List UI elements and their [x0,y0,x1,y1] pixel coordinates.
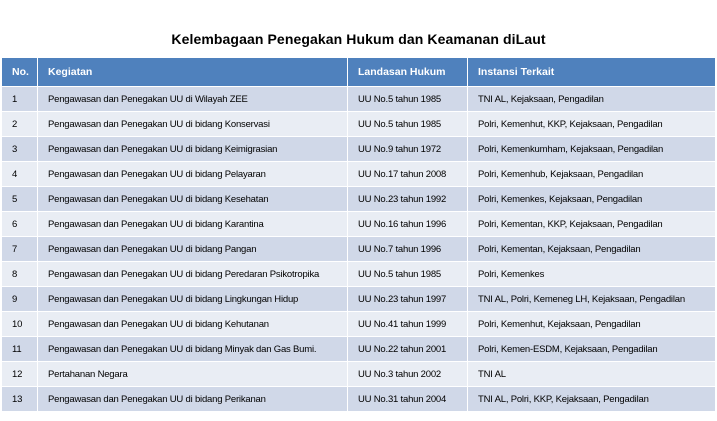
cell-landasan: UU No.23 tahun 1992 [348,187,468,212]
cell-kegiatan: Pengawasan dan Penegakan UU di Wilayah ZEE [38,87,348,112]
cell-landasan: UU No.17 tahun 2008 [348,162,468,187]
table-row [2,237,716,262]
cell-no: 13 [2,387,38,412]
cell-kegiatan: Pengawasan dan Penegakan UU di bidang Keimigrasian [38,137,348,162]
header-instansi-terkait: Instansi Terkait [468,58,716,87]
cell-instansi: Polri, Kementan, KKP, Kejaksaan, Pengadilan [468,212,716,237]
cell-kegiatan: Pengawasan dan Penegakan UU di bidang Konservasi [38,112,348,137]
table-row [2,187,716,212]
cell-no: 12 [2,362,38,387]
cell-instansi: TNI AL, Polri, KKP, Kejaksaan, Pengadilan [468,387,716,412]
cell-landasan: UU No.5 tahun 1985 [348,87,468,112]
cell-no: 7 [2,237,38,262]
cell-landasan: UU No.16 tahun 1996 [348,212,468,237]
cell-kegiatan: Pengawasan dan Penegakan UU di bidang Peredaran Psikotropika [38,262,348,287]
cell-no: 1 [2,87,38,112]
table-row [2,312,716,337]
cell-instansi: TNI AL [468,362,716,387]
table-row [2,212,716,237]
cell-landasan: UU No.5 tahun 1985 [348,112,468,137]
page-title: Kelembagaan Penegakan Hukum dan Keamanan diLaut [171,31,546,47]
cell-kegiatan: Pengawasan dan Penegakan UU di bidang Kesehatan [38,187,348,212]
cell-landasan: UU No.23 tahun 1997 [348,287,468,312]
cell-landasan: UU No.22 tahun 2001 [348,337,468,362]
cell-no: 5 [2,187,38,212]
table-row [2,87,716,112]
cell-instansi: Polri, Kementan, Kejaksaan, Pengadilan [468,237,716,262]
cell-no: 11 [2,337,38,362]
cell-no: 10 [2,312,38,337]
cell-instansi: Polri, Kemenhub, Kejaksaan, Pengadilan [468,162,716,187]
header-kegiatan: Kegiatan [38,58,348,87]
cell-instansi: Polri, Kemenkumham, Kejaksaan, Pengadilan [468,137,716,162]
table-row [2,287,716,312]
table-header-row [2,58,716,87]
cell-no: 8 [2,262,38,287]
cell-landasan: UU No.41 tahun 1999 [348,312,468,337]
header-no: No. [2,58,38,87]
cell-instansi: TNI AL, Polri, Kemeneg LH, Kejaksaan, Pengadilan [468,287,716,312]
cell-landasan: UU No.5 tahun 1985 [348,262,468,287]
cell-landasan: UU No.9 tahun 1972 [348,137,468,162]
cell-instansi: Polri, Kemenhut, Kejaksaan, Pengadilan [468,312,716,337]
header-landasan-hukum: Landasan Hukum [348,58,468,87]
cell-instansi: Polri, Kemenkes [468,262,716,287]
cell-kegiatan: Pengawasan dan Penegakan UU di bidang Minyak dan Gas Bumi. [38,337,348,362]
cell-instansi: Polri, Kemenkes, Kejaksaan, Pengadilan [468,187,716,212]
cell-kegiatan: Pengawasan dan Penegakan UU di bidang Perikanan [38,387,348,412]
cell-no: 4 [2,162,38,187]
cell-landasan: UU No.3 tahun 2002 [348,362,468,387]
cell-kegiatan: Pengawasan dan Penegakan UU di bidang Karantina [38,212,348,237]
institution-table [1,57,716,412]
cell-instansi: TNI AL, Kejaksaan, Pengadilan [468,87,716,112]
cell-no: 3 [2,137,38,162]
cell-instansi: Polri, Kemenhut, KKP, Kejaksaan, Pengadilan [468,112,716,137]
cell-kegiatan: Pengawasan dan Penegakan UU di bidang Pelayaran [38,162,348,187]
cell-no: 6 [2,212,38,237]
cell-no: 2 [2,112,38,137]
cell-instansi: Polri, Kemen-ESDM, Kejaksaan, Pengadilan [468,337,716,362]
cell-kegiatan: Pengawasan dan Penegakan UU di bidang Pangan [38,237,348,262]
table-row [2,337,716,362]
cell-landasan: UU No.7 tahun 1996 [348,237,468,262]
cell-kegiatan: Pertahanan Negara [38,362,348,387]
cell-kegiatan: Pengawasan dan Penegakan UU di bidang Kehutanan [38,312,348,337]
table-row [2,362,716,387]
table-row [2,137,716,162]
cell-kegiatan: Pengawasan dan Penegakan UU di bidang Lingkungan Hidup [38,287,348,312]
cell-no: 9 [2,287,38,312]
table-row [2,112,716,137]
table-row [2,262,716,287]
table-row [2,387,716,412]
cell-landasan: UU No.31 tahun 2004 [348,387,468,412]
table-row [2,162,716,187]
